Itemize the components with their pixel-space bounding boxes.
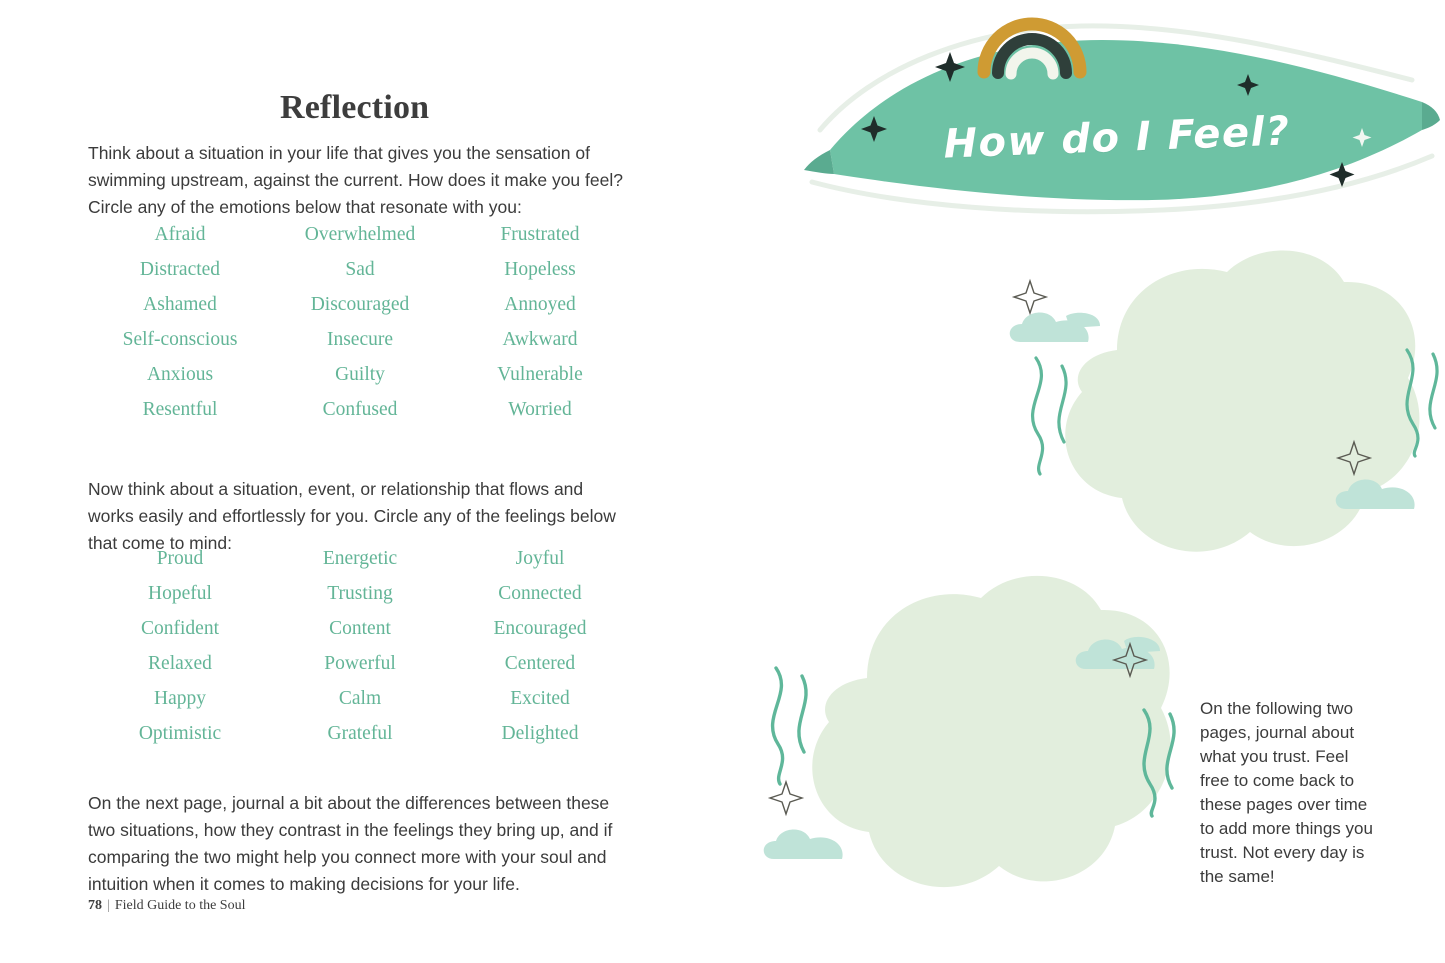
emotion-word[interactable]: Self-conscious <box>122 329 238 350</box>
banner-title: How do I Feel? <box>942 108 1292 168</box>
closing-paragraph: On the next page, journal a bit about the differences between these two situations, how they contrast in the feelings they bring up, and if comparing the two might help you connect more with your soul and intuition when it comes to making decisions for your life. <box>88 792 613 894</box>
emotion-word[interactable]: Ashamed <box>143 294 217 315</box>
footer-book-title: Field Guide to the Soul <box>114 898 246 913</box>
emotion-word[interactable]: Proud <box>156 548 204 569</box>
emotion-word[interactable]: Relaxed <box>148 653 212 674</box>
emotion-word[interactable]: Discouraged <box>310 294 410 315</box>
emotion-word[interactable]: Annoyed <box>504 294 576 315</box>
negative-emotions-grid <box>90 224 630 421</box>
emotion-word[interactable]: Awkward <box>502 329 578 350</box>
emotion-word[interactable]: Excited <box>510 688 570 709</box>
emotion-word[interactable]: Insecure <box>326 329 394 350</box>
emotion-word[interactable]: Delighted <box>501 723 579 744</box>
emotion-word[interactable]: Energetic <box>322 548 398 569</box>
emotion-word[interactable]: Overwhelmed <box>304 224 416 245</box>
banner-illustration <box>782 10 1442 230</box>
positive-emotions-grid <box>90 548 630 745</box>
emotion-word[interactable]: Calm <box>338 688 382 709</box>
right-page <box>722 0 1445 963</box>
emotion-word[interactable]: Worried <box>508 399 572 420</box>
emotion-word[interactable]: Centered <box>504 653 576 674</box>
banner-tail-left <box>804 150 834 174</box>
banner-tail-right <box>1422 102 1440 130</box>
page-footer <box>88 898 245 914</box>
sparkle-icon <box>766 778 806 818</box>
second-paragraph: Now think about a situation, event, or relationship that flows and works easily and effortlessly for you. Circle any of the feelings below that come to mind: <box>88 478 616 553</box>
right-page-note: On the following two pages, journal about what you trust. Feel free to come back to these pages over time to add more things you trust. Not every day is the same! <box>1200 699 1373 886</box>
emotion-word[interactable]: Content <box>329 618 391 639</box>
emotion-word[interactable]: Guilty <box>335 364 385 385</box>
emotion-word[interactable]: Sad <box>345 259 375 280</box>
sparkle-icon <box>1110 640 1150 680</box>
squiggle-right-top <box>1387 340 1445 460</box>
sparkle-icon <box>1334 438 1374 478</box>
emotion-word[interactable]: Anxious <box>146 364 214 385</box>
page-title: Reflection <box>280 88 430 126</box>
emotion-word[interactable]: Connected <box>498 583 582 604</box>
emotion-word[interactable]: Joyful <box>515 548 565 569</box>
emotion-word[interactable]: Frustrated <box>500 224 580 245</box>
footer-separator: | <box>107 898 110 913</box>
squiggle-left-bottom <box>754 660 824 790</box>
emotion-word[interactable]: Trusting <box>327 583 393 604</box>
footer-page-number: 78 <box>88 898 102 913</box>
emotion-word[interactable]: Hopeful <box>148 583 212 604</box>
sparkle-icon <box>1010 277 1050 317</box>
emotion-word[interactable]: Encouraged <box>493 618 587 639</box>
emotion-word[interactable]: Happy <box>154 688 206 709</box>
emotion-word[interactable]: Grateful <box>327 723 393 744</box>
left-page <box>0 0 722 963</box>
emotion-word[interactable]: Confident <box>141 618 219 639</box>
cloud-top-shape[interactable] <box>1022 230 1442 590</box>
emotion-word[interactable]: Distracted <box>139 259 221 280</box>
intro-paragraph: Think about a situation in your life that gives you the sensation of swimming upstream, against the current. How does it make you feel? Circle any of the emotions below that resonate with you: <box>88 142 623 217</box>
emotion-word[interactable]: Confused <box>322 399 398 420</box>
emotion-word[interactable]: Hopeless <box>504 259 576 280</box>
emotion-word[interactable]: Powerful <box>324 653 396 674</box>
emotion-word[interactable]: Vulnerable <box>497 364 583 385</box>
emotion-word[interactable]: Afraid <box>154 224 206 245</box>
squiggle-right-bottom <box>1124 700 1194 820</box>
emotion-word[interactable]: Optimistic <box>138 723 222 744</box>
emotion-word[interactable]: Resentful <box>142 399 218 420</box>
